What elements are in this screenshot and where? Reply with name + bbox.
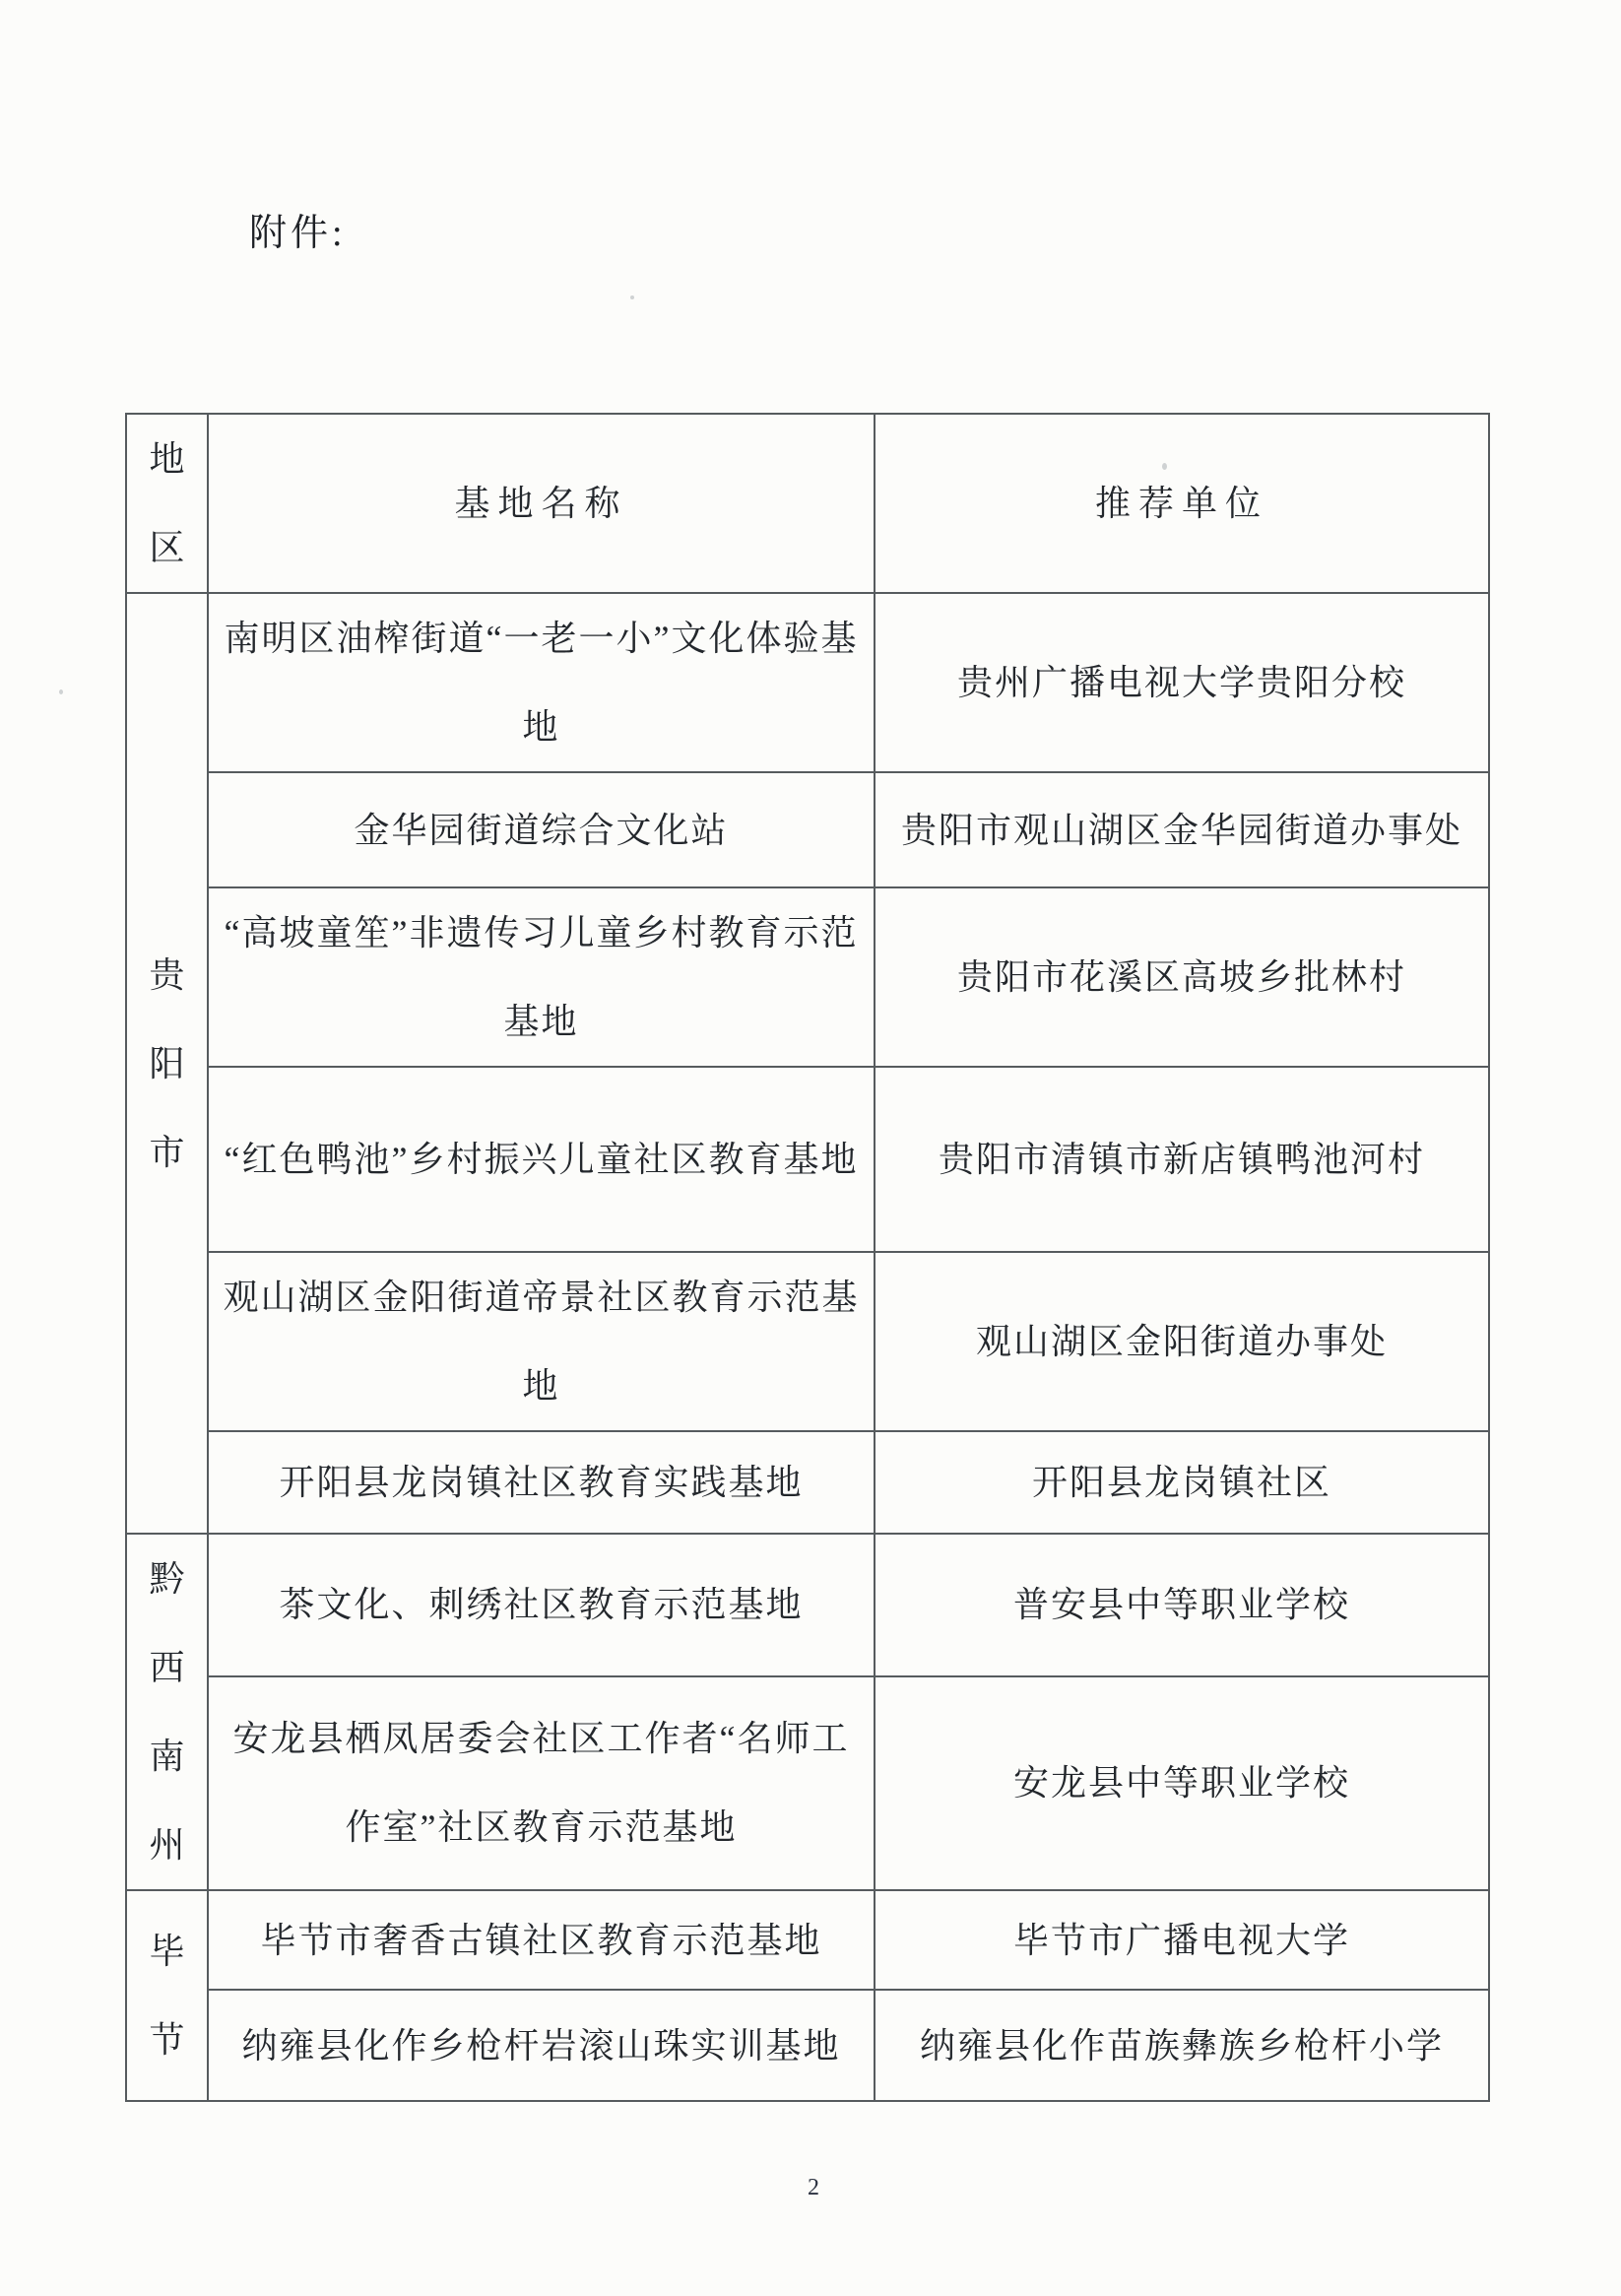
region-cell: [126, 1890, 208, 2101]
bases-table: [125, 413, 1490, 2102]
region-cell: [126, 1534, 208, 1890]
table-row: [126, 1990, 1489, 2101]
recommending-unit-cell: 普安县中等职业学校: [875, 1534, 1489, 1676]
header-region-label: 地区: [149, 439, 185, 567]
base-name-cell: 茶文化、刺绣社区教育示范基地: [208, 1534, 875, 1676]
table-header-row: [126, 414, 1489, 593]
header-recommending-unit: 推荐单位: [875, 414, 1489, 593]
base-name-cell: 观山湖区金阳街道帝景社区教育示范基地: [208, 1252, 875, 1431]
region-cell: [126, 593, 208, 1534]
scan-speckle: [1162, 463, 1167, 470]
table-row: [126, 1890, 1489, 1990]
base-name-cell: 纳雍县化作乡枪杆岩滚山珠实训基地: [208, 1990, 875, 2101]
table-row: [126, 887, 1489, 1067]
recommending-unit-cell: 贵阳市清镇市新店镇鸭池河村: [875, 1067, 1489, 1252]
table-row: [126, 1431, 1489, 1534]
header-region: [126, 414, 208, 593]
table-row: [126, 593, 1489, 772]
base-name-cell: 安龙县栖凤居委会社区工作者“名师工作室”社区教育示范基地: [208, 1676, 875, 1890]
table-row: [126, 772, 1489, 887]
base-name-cell: 开阳县龙岗镇社区教育实践基地: [208, 1431, 875, 1534]
recommending-unit-cell: 观山湖区金阳街道办事处: [875, 1252, 1489, 1431]
table-row: [126, 1067, 1489, 1252]
scan-speckle: [59, 689, 63, 694]
header-base-name: 基地名称: [208, 414, 875, 593]
region-label: 毕节: [149, 1932, 185, 2060]
recommending-unit-cell: 贵阳市花溪区高坡乡批林村: [875, 887, 1489, 1067]
table-row: [126, 1676, 1489, 1890]
recommending-unit-cell: 纳雍县化作苗族彝族乡枪杆小学: [875, 1990, 1489, 2101]
region-label: 贵阳市: [149, 954, 185, 1172]
scan-speckle: [630, 295, 634, 299]
base-name-cell: “红色鸭池”乡村振兴儿童社区教育基地: [208, 1067, 875, 1252]
base-name-cell: 金华园街道综合文化站: [208, 772, 875, 887]
recommending-unit-cell: 贵阳市观山湖区金华园街道办事处: [875, 772, 1489, 887]
base-name-cell: “高坡童笙”非遗传习儿童乡村教育示范基地: [208, 887, 875, 1067]
base-name-cell: 毕节市奢香古镇社区教育示范基地: [208, 1890, 875, 1990]
page-number: 2: [808, 2175, 820, 2200]
recommending-unit-cell: 开阳县龙岗镇社区: [875, 1431, 1489, 1534]
table-row: [126, 1252, 1489, 1431]
recommending-unit-cell: 毕节市广播电视大学: [875, 1890, 1489, 1990]
attachment-label: 附件:: [249, 213, 347, 254]
base-name-cell: 南明区油榨街道“一老一小”文化体验基地: [208, 593, 875, 772]
region-label: 黔西南州: [149, 1559, 185, 1865]
table-row: [126, 1534, 1489, 1676]
recommending-unit-cell: 贵州广播电视大学贵阳分校: [875, 593, 1489, 772]
recommending-unit-cell: 安龙县中等职业学校: [875, 1676, 1489, 1890]
